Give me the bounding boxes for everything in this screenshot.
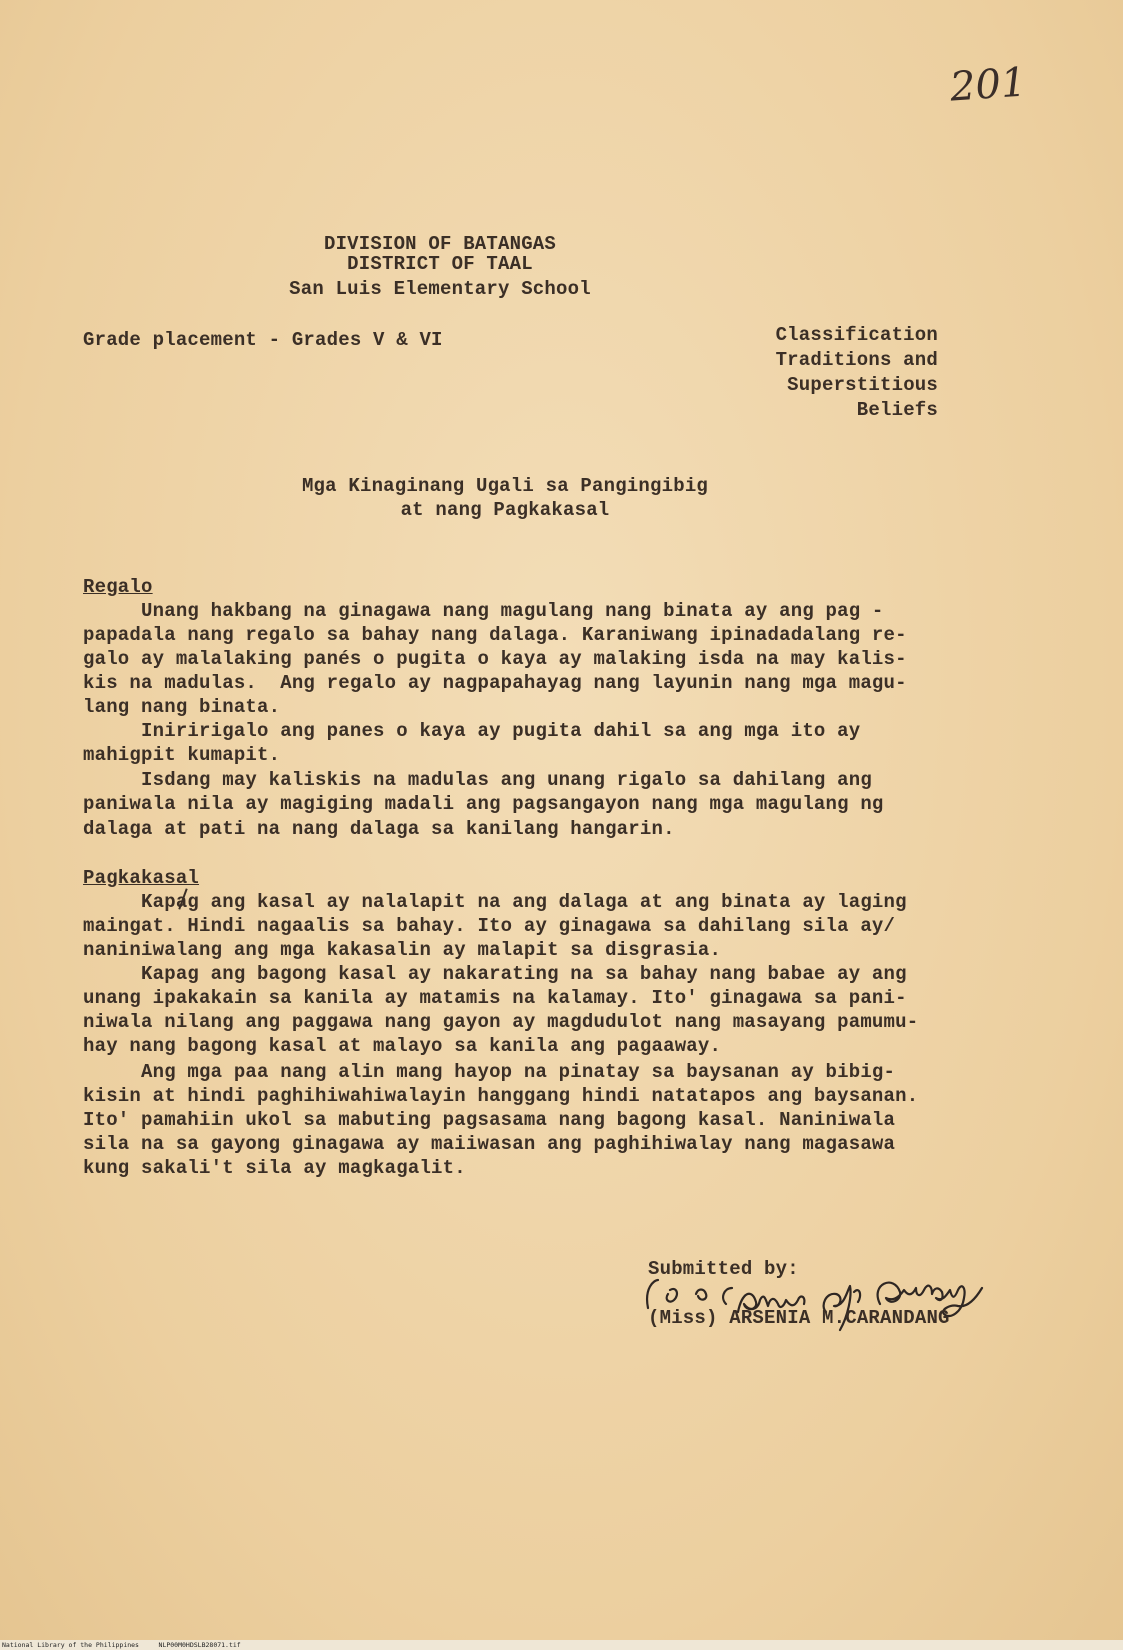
pagkakasal-line: kung sakali't sila ay magkagalit.	[83, 1157, 466, 1179]
regalo-line: paniwala nila ay magiging madali ang pagsangayon nang mga magulang ng	[83, 793, 884, 815]
pagkakasal-line: Kapag ang kasal ay nalalapit na ang dalaga at ang binata ay laging	[83, 891, 907, 913]
section-heading-regalo: Regalo	[83, 576, 153, 598]
pagkakasal-line: Ito' pamahiin ukol sa mabuting pagsasama nang bagong kasal. Naniniwala	[83, 1109, 896, 1131]
submitted-by-label: Submitted by:	[648, 1258, 799, 1280]
classification-line-1: Classification	[775, 324, 938, 346]
typed-name: (Miss) ARSENIA M.CARANDANG	[648, 1307, 950, 1329]
section-heading-pagkakasal: Pagkakasal	[83, 867, 200, 889]
page-number: 201	[948, 59, 1028, 111]
regalo-line: papadala nang regalo sa bahay nang dalaga. Karaniwang ipinadadalang re-	[83, 624, 907, 646]
classification-line-4: Beliefs	[856, 399, 938, 421]
regalo-line: dalaga at pati na nang dalaga sa kanilang hangarin.	[83, 818, 675, 840]
classification-line-3: Superstitious	[787, 374, 938, 396]
grade-placement: Grade placement - Grades V & VI	[83, 329, 443, 351]
pagkakasal-line: naniniwalang ang mga kakasalin ay malapit sa disgrasia.	[83, 939, 722, 961]
regalo-line: Iniririgalo ang panes o kaya ay pugita dahil sa ang mga ito ay	[83, 720, 861, 742]
title-line-2: at nang Pagkakasal	[400, 499, 610, 521]
pagkakasal-line: unang ipakakain sa kanila ay matamis na kalamay. Ito' ginagawa sa pani-	[83, 987, 907, 1009]
pagkakasal-line: Ang mga paa nang alin mang hayop na pinatay sa baysanan ay bibig-	[83, 1061, 896, 1083]
pagkakasal-line: niwala nilang ang paggawa nang gayon ay magdudulot nang masayang pamumu-	[83, 1011, 919, 1033]
pagkakasal-line: sila na sa gayong ginagawa ay maiiwasan ang paghihiwalay nang magasawa	[83, 1133, 896, 1155]
regalo-line: Unang hakbang na ginagawa nang magulang nang binata ay ang pag -	[83, 600, 884, 622]
scan-footer-label: National Library of the Philippines NLP00M0HDSLB28071.tif	[2, 1641, 241, 1649]
title-line-1: Mga Kinaginang Ugali sa Pangingibig	[301, 475, 709, 497]
pagkakasal-line: kisin at hindi paghihiwahiwalayin hanggang hindi natatapos ang baysanan.	[83, 1085, 919, 1107]
regalo-line: Isdang may kaliskis na madulas ang unang rigalo sa dahilang ang	[83, 769, 872, 791]
header-division: DIVISION OF BATANGAS	[323, 233, 557, 255]
regalo-line: lang nang binata.	[83, 696, 281, 718]
classification-line-2: Traditions and	[775, 349, 938, 371]
regalo-line: mahigpit kumapit.	[83, 744, 281, 766]
pagkakasal-line: maingat. Hindi nagaalis sa bahay. Ito ay ginagawa sa dahilang sila ay/	[83, 915, 896, 937]
pagkakasal-line: Kapag ang bagong kasal ay nakarating na sa bahay nang babae ay ang	[83, 963, 907, 985]
pagkakasal-line: hay nang bagong kasal at malayo sa kanila ang pagaaway.	[83, 1035, 722, 1057]
regalo-line: galo ay malalaking panés o pugita o kaya ay malaking isda na may kalis-	[83, 648, 907, 670]
header-school: San Luis Elementary School	[289, 278, 591, 300]
header-district: DISTRICT OF TAAL	[347, 253, 533, 275]
regalo-line: kis na madulas. Ang regalo ay nagpapahayag nang layunin nang mga magu-	[83, 672, 907, 694]
